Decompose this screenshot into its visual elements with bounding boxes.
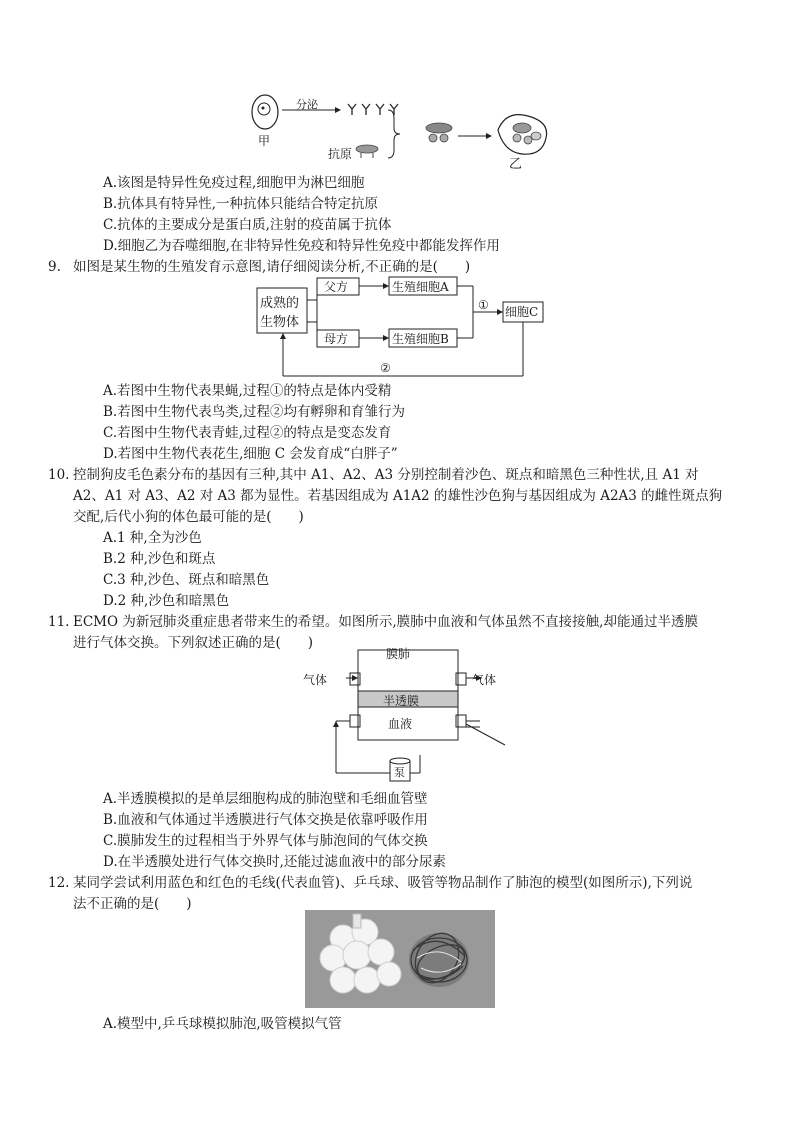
q12-option-a: A.模型中,乒乓球模拟肺泡,吸管模拟气管 <box>103 1016 342 1032</box>
q8-option-b: B.抗体具有特异性,一种抗体只能结合特定抗原 <box>103 196 379 212</box>
q9-stem: 如图是某生物的生殖发育示意图,请仔细阅读分析,不正确的是( ) <box>73 259 471 275</box>
q9-number: 9. <box>48 259 61 275</box>
q11-option-a: A.半透膜模拟的是单层细胞构成的肺泡壁和毛细血管壁 <box>103 791 428 807</box>
q9-option-d: D.若图中生物代表花生,细胞 C 会发育成“白胖子” <box>103 446 398 462</box>
alveoli-model-photo <box>305 910 495 1008</box>
q11-option-d: D.在半透膜处进行气体交换时,还能过滤血液中的部分尿素 <box>103 854 446 870</box>
q8-option-d: D.细胞乙为吞噬细胞,在非特异性免疫和特异性免疫中都能发挥作用 <box>103 238 500 254</box>
gas-in-label: 气体 <box>303 673 328 687</box>
gas-out-label: 气体 <box>472 673 497 687</box>
q10-stem-line-3: 交配,后代小狗的体色最可能的是( ) <box>73 509 304 525</box>
ecmo-title: 膜肺 <box>386 647 411 661</box>
membrane-label: 半透膜 <box>383 694 420 708</box>
q10-option-a: A.1 种,全为沙色 <box>103 530 202 546</box>
step-2-label: ② <box>380 361 391 375</box>
q11-stem-line-1: ECMO 为新冠肺炎重症患者带来生的希望。如图所示,膜肺中血液和气体虽然不直接接触,却能通过半透膜 <box>73 614 698 630</box>
q12-stem-line-1: 某同学尝试利用蓝色和红色的毛线(代表血管)、乒乓球、吸管等物品制作了肺泡的模型(如图所示),下列说 <box>73 875 693 891</box>
germ-cell-a-label: 生殖细胞A <box>392 280 449 294</box>
q8-option-a: A.该图是特异性免疫过程,细胞甲为淋巴细胞 <box>103 175 365 191</box>
q12-number: 12. <box>48 875 70 891</box>
q11-option-b: B.血液和气体通过半透膜进行气体交换是依靠呼吸作用 <box>103 812 428 828</box>
father-label: 父方 <box>324 280 349 294</box>
q10-stem-line-1: 控制狗皮毛色素分布的基因有三种,其中 A1、A2、A3 分别控制着沙色、斑点和暗黑色三种性状,且 A1 对 <box>73 467 699 483</box>
label-yi: 乙 <box>509 157 523 172</box>
q11-number: 11. <box>48 614 70 630</box>
cell-c-label: 细胞C <box>505 305 539 319</box>
q9-option-b: B.若图中生物代表鸟类,过程②均有孵卵和育雏行为 <box>103 404 406 420</box>
q11-option-c: C.膜肺发生的过程相当于外界气体与肺泡间的气体交换 <box>103 833 428 849</box>
label-jia: 甲 <box>258 134 271 148</box>
q10-number: 10. <box>48 467 70 483</box>
germ-cell-b-label: 生殖细胞B <box>392 332 449 346</box>
label-antigen: 抗原 <box>328 147 353 161</box>
blood-label: 血液 <box>388 717 413 731</box>
q8-option-c: C.抗体的主要成分是蛋白质,注射的疫苗属于抗体 <box>103 217 392 233</box>
q10-option-b: B.2 种,沙色和斑点 <box>103 551 216 567</box>
pump-label: 泵 <box>394 766 405 779</box>
q10-option-c: C.3 种,沙色、斑点和暗黑色 <box>103 572 270 588</box>
q10-stem-line-2: A2、A1 对 A3、A2 对 A3 都为显性。若基因组成为 A1A2 的雄性沙色狗与基因组成为 A2A3 的雌性斑点狗 <box>73 488 723 504</box>
organism-label-2: 生物体 <box>260 315 300 330</box>
q9-option-c: C.若图中生物代表青蛙,过程②的特点是变态发育 <box>103 425 392 441</box>
q12-stem-line-2: 法不正确的是( ) <box>73 896 192 912</box>
step-1-label: ① <box>478 298 489 312</box>
label-secrete: 分泌 <box>296 98 318 111</box>
mother-label: 母方 <box>324 332 349 346</box>
q11-stem-line-2: 进行气体交换。下列叙述正确的是( ) <box>73 635 314 651</box>
q9-option-a: A.若图中生物代表果蝇,过程①的特点是体内受精 <box>103 383 392 399</box>
q10-option-d: D.2 种,沙色和暗黑色 <box>103 593 230 609</box>
organism-label-1: 成熟的 <box>260 296 300 311</box>
